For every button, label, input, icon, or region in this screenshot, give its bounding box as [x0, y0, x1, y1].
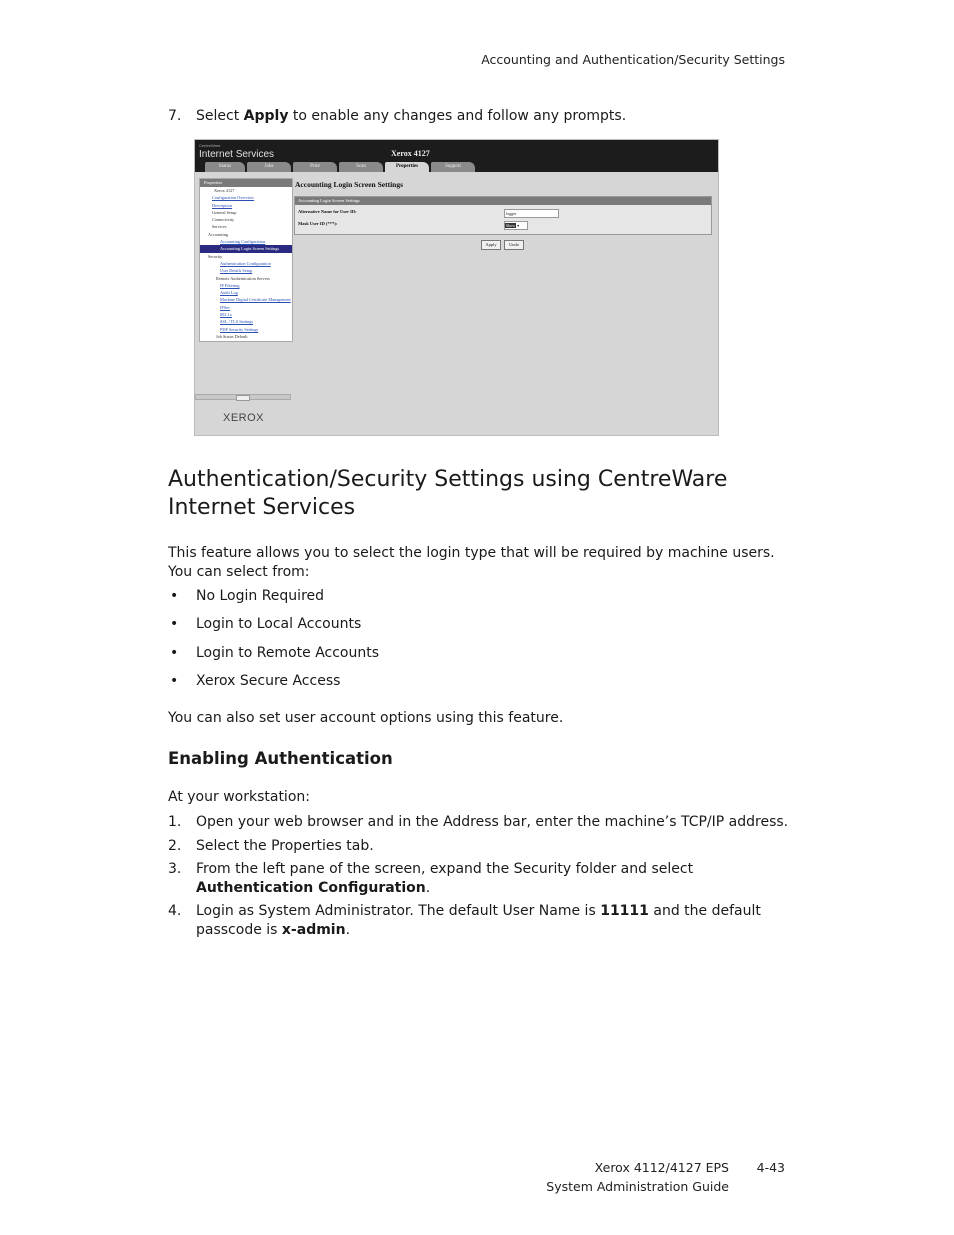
tree-item-ssl-tls-settings[interactable]: SSL / TLS Settings — [220, 319, 254, 325]
cwis-left-pane — [199, 178, 293, 342]
step-text-part: Select — [196, 108, 244, 124]
tree-item-configuration-overview[interactable]: Configuration Overview — [212, 195, 255, 201]
tree-item-device[interactable]: Xerox 4127 — [214, 188, 235, 193]
left-pane-header: Properties — [200, 179, 292, 187]
cwis-top-bar — [195, 140, 718, 172]
tree-item-audit-log[interactable]: Audit Log — [220, 290, 238, 296]
tree-item-accounting-login-screen-settings[interactable]: Accounting Login Screen Settings — [200, 245, 292, 252]
step-text-part: to enable any changes and follow any prompts. — [288, 108, 627, 124]
step-text — [196, 107, 796, 126]
subsection-title: Enabling Authentication — [168, 749, 393, 768]
left-pane-scrollbar[interactable] — [195, 394, 291, 400]
tree-item-connectivity[interactable]: Connectivity — [212, 217, 235, 223]
cwis-model: Xerox 4127 — [391, 149, 430, 158]
list-item: No Login Required — [196, 588, 325, 604]
step-text — [196, 860, 786, 898]
tab-print[interactable]: Print — [293, 162, 337, 172]
step-text: Open your web browser and in the Address bar, enter the machine’s TCP/IP address. — [196, 814, 789, 830]
default-user-name: 11111 — [600, 903, 649, 919]
bullet-icon: • — [170, 616, 179, 632]
xerox-logo: XEROX — [223, 412, 265, 424]
chevron-down-icon: ▾ — [517, 223, 520, 228]
tab-properties[interactable]: Properties — [385, 162, 429, 172]
step-1 — [0, 813, 954, 833]
tree-item-pdf-security-settings[interactable]: PDF Security Settings — [220, 326, 259, 332]
tree-item-security[interactable]: Security — [208, 253, 223, 259]
login-type-list — [0, 587, 954, 697]
tree-item-remote-authentication-servers[interactable]: Remote Authentication Servers — [216, 275, 270, 281]
step-number: 3. — [168, 861, 182, 877]
cwis-screenshot — [194, 139, 719, 436]
tab-jobs[interactable]: Jobs — [247, 162, 291, 172]
step-number: 2. — [168, 838, 182, 854]
bullet-icon: • — [170, 588, 179, 604]
step-number: 7. — [168, 108, 182, 124]
tree-item-description[interactable]: Description — [212, 202, 233, 208]
tree-item-ip-filtering[interactable]: IP Filtering — [220, 282, 240, 288]
settings-panel — [294, 196, 712, 235]
footer-product: Xerox 4112/4127 EPS — [594, 1160, 729, 1175]
undo-button[interactable]: Undo — [504, 240, 524, 250]
also-paragraph: You can also set user account options using this feature. — [168, 710, 564, 726]
panel-title: Accounting Login Screen Settings — [295, 180, 403, 189]
scroll-thumb[interactable] — [236, 395, 250, 401]
list-item: Login to Local Accounts — [196, 616, 362, 632]
tab-scan[interactable]: Scan — [339, 162, 383, 172]
default-passcode: x-admin — [281, 922, 346, 938]
step-text-part: Login as System Administrator. The default User Name is — [196, 903, 601, 919]
tree-item-services[interactable]: Services — [212, 224, 227, 230]
apply-button[interactable]: Apply — [481, 240, 501, 250]
step-text: Select the Properties tab. — [196, 838, 374, 854]
section-title: Authentication/Security Settings using CentreWare Internet Services — [168, 467, 728, 520]
step-text — [196, 902, 791, 940]
tree-item-machine-digital-certificate[interactable]: Machine Digital Certificate Management — [220, 297, 291, 303]
step-7 — [0, 107, 954, 127]
tree-item-accounting[interactable]: Accounting — [208, 231, 229, 237]
cwis-brand: Internet Services — [199, 149, 275, 160]
step-text-part: . — [345, 922, 351, 938]
mask-user-id-select[interactable] — [504, 221, 528, 230]
tree-item-job-status-default[interactable]: Job Status Default — [216, 333, 248, 339]
bullet-icon: • — [170, 645, 179, 661]
cwis-brand-small: CentreWare — [199, 143, 221, 148]
tab-support[interactable]: Support — [431, 162, 475, 172]
list-item: Xerox Secure Access — [196, 673, 341, 689]
intro-paragraph: This feature allows you to select the login type that will be required by machine users. You can select from: — [168, 545, 775, 580]
tree-item-user-details-setup[interactable]: User Details Setup — [220, 268, 253, 274]
list-item: Login to Remote Accounts — [196, 645, 380, 661]
tab-status[interactable]: Status — [205, 162, 245, 172]
bullet-icon: • — [170, 673, 179, 689]
footer-guide: System Administration Guide — [546, 1179, 729, 1194]
panel-header: Accounting Login Screen Settings — [295, 197, 711, 205]
workstation-label: At your workstation: — [168, 789, 310, 805]
step-text-part: . — [425, 880, 431, 896]
alt-name-input[interactable]: logger — [504, 209, 559, 218]
tree-item-authentication-configuration[interactable]: Authentication Configuration — [220, 260, 271, 266]
alt-name-label: Alternative Name for User ID: — [298, 209, 357, 214]
step-number: 4. — [168, 903, 182, 919]
authentication-configuration-term: Authentication Configuration — [196, 880, 426, 896]
running-header: Accounting and Authentication/Security Settings — [481, 52, 785, 67]
step-text-part: and the default passcode is — [196, 903, 761, 938]
mask-user-id-label: Mask User ID (***): — [298, 221, 338, 226]
tree-item-ipsec[interactable]: IPSec — [220, 304, 231, 310]
tree-item-general-setup[interactable]: General Setup — [212, 209, 237, 215]
step-number: 1. — [168, 814, 182, 830]
tree-item-8021x[interactable]: 802.1x — [220, 312, 232, 318]
page-number: 4-43 — [756, 1160, 785, 1175]
step-4 — [0, 902, 954, 942]
mask-user-id-value: Show — [506, 223, 516, 228]
step-2 — [0, 837, 954, 857]
tree-item-accounting-configuration[interactable]: Accounting Configuration — [220, 239, 266, 245]
step-3 — [0, 860, 954, 900]
step-text-part: From the left pane of the screen, expand the Security folder and select — [196, 861, 694, 877]
apply-term: Apply — [243, 108, 289, 124]
